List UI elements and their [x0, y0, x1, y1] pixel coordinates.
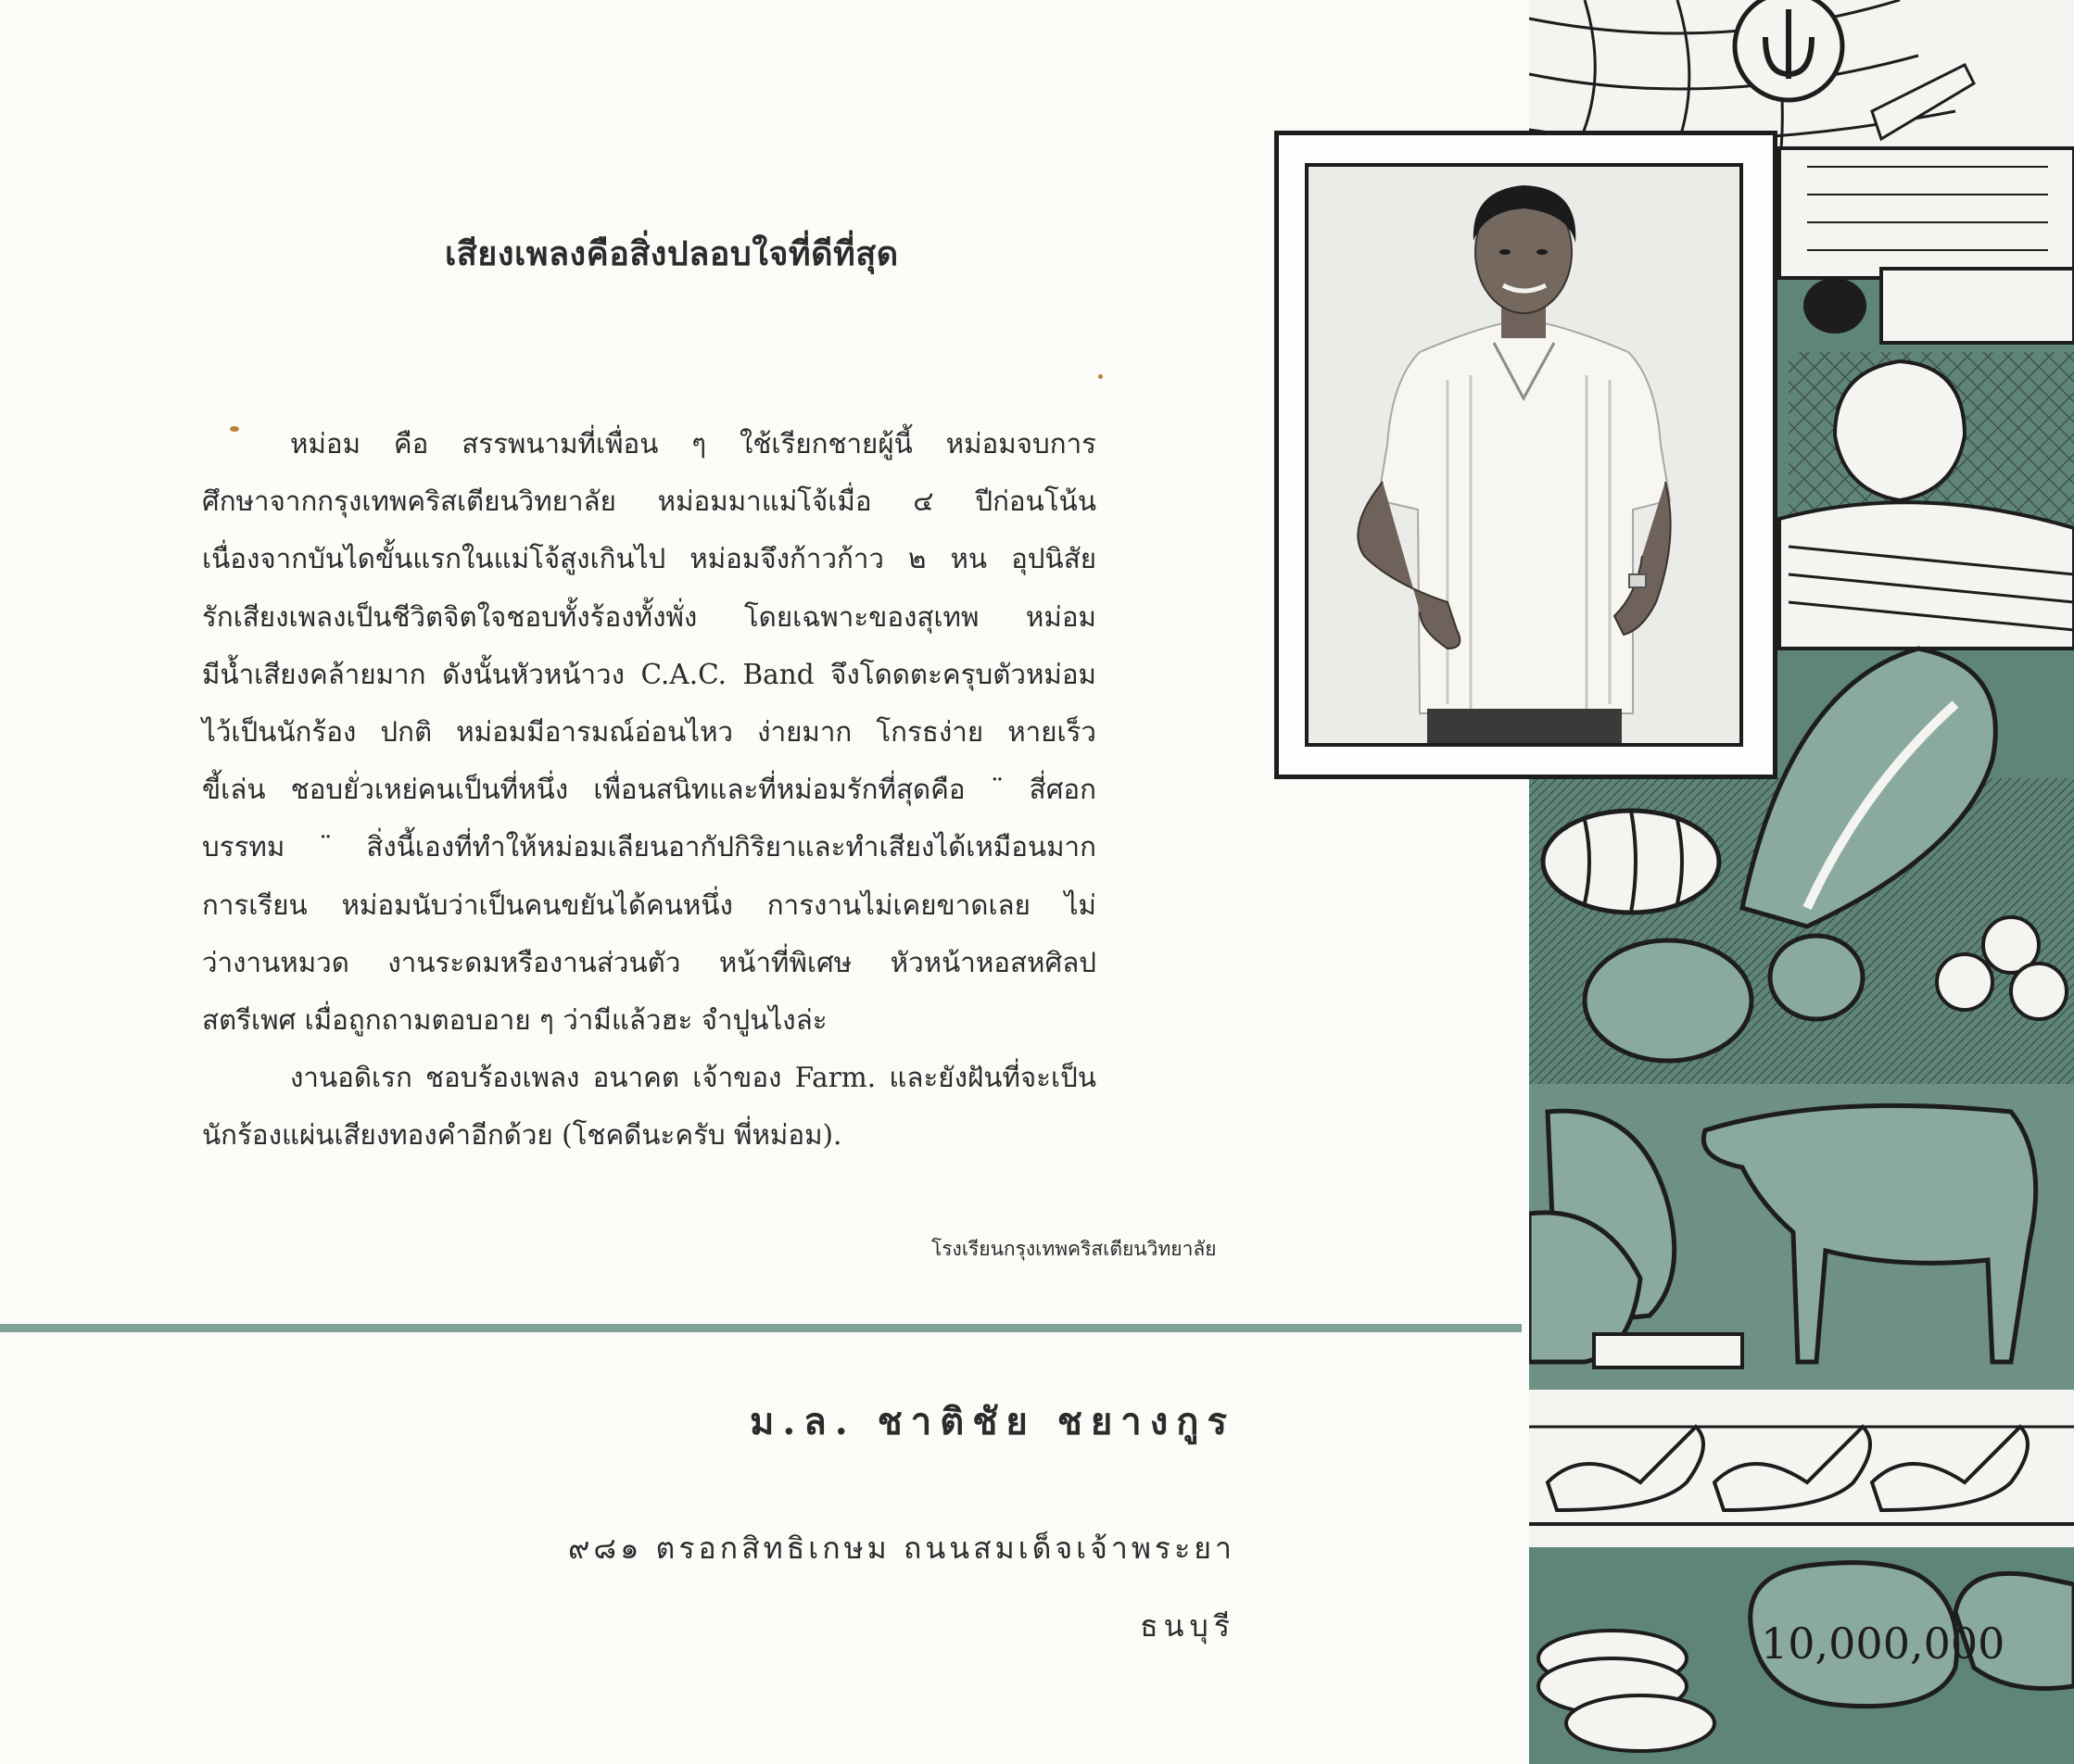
- body-line: งานอดิเรก ชอบร้องเพลง อนาคต เจ้าของ Farm. และยังฝันที่จะเป็น: [290, 1062, 1096, 1094]
- portrait-frame: [1274, 131, 1777, 779]
- body-line: มีน้ำเสียงคล้ายมาก ดังนั้นหัวหน้าวง C.A.C. Band จึงโดดตะครุบตัวหม่อม: [202, 658, 1096, 690]
- paper-speck: [230, 426, 239, 432]
- section-divider: [0, 1324, 1522, 1332]
- body-line: หม่อม คือ สรรพนามที่เพื่อน ๆ ใช้เรียกชายผู้นี้ หม่อมจบการ: [290, 428, 1096, 460]
- body-line: รักเสียงเพลงเป็นชีวิตจิตใจชอบทั้งร้องทั้งพั่ง โดยเฉพาะของสุเทพ หม่อม: [202, 600, 1096, 633]
- money-bag-label: 10,000,000: [1761, 1619, 2005, 1669]
- body-line: นักร้องแผ่นเสียงทองคำอีกด้วย (โชคดีนะครับ พี่หม่อม).: [202, 1119, 842, 1152]
- body-line: ว่างานหมวด งานระดมหรืองานส่วนตัว หน้าที่พิเศษ หัวหน้าหอสหศิลป: [202, 946, 1096, 978]
- page-title: เสียงเพลงคือสิ่งปลอบใจที่ดีที่สุด: [445, 234, 899, 273]
- profile-paragraph: [202, 415, 1096, 1165]
- body-line: การเรียน หม่อมนับว่าเป็นคนขยันได้คนหนึ่ง การงานไม่เคยขาดเลย ไม่: [202, 888, 1096, 921]
- body-line: ไว้เป็นนักร้อง ปกติ หม่อมมีอารมณ์อ่อนไหว ง่ายมาก โกรธง่าย หายเร็ว: [202, 716, 1096, 749]
- city-line: ธนบุรี: [1140, 1608, 1235, 1644]
- school-caption: โรงเรียนกรุงเทพคริสเตียนวิทยาลัย: [931, 1238, 1217, 1260]
- portrait-photo: [1305, 163, 1743, 747]
- body-line: เนื่องจากบันไดขั้นแรกในแม่โจ้สูงเกินไป หม่อมจึงก้าวก้าว ๒ หน อุปนิสัย: [202, 543, 1096, 575]
- student-name: ม.ล. ชาติชัย ชยางกูร: [749, 1400, 1235, 1443]
- person-portrait: [1309, 167, 1739, 743]
- body-line: บรรทม ¨ สิ่งนี้เองที่ทำให้หม่อมเลียนอากัปกิริยาและทำเสียงได้เหมือนมาก: [202, 831, 1096, 863]
- body-line: ศึกษาจากกรุงเทพคริสเตียนวิทยาลัย หม่อมมาแม่โจ้เมื่อ ๔ ปีก่อนโน้น: [202, 485, 1096, 518]
- paper-speck: [1098, 374, 1103, 379]
- address-line: ๙๘๑ ตรอกสิทธิเกษม ถนนสมเด็จเจ้าพระยา: [567, 1531, 1235, 1566]
- body-line: สตรีเพศ เมื่อถูกถามตอบอาย ๆ ว่ามีแล้วฮะ จำปูนไงล่ะ: [202, 1004, 828, 1037]
- body-line: ขี้เล่น ชอบยั่วเหย่คนเป็นที่หนึ่ง เพื่อนสนิทและที่หม่อมรักที่สุดคือ ¨ สี่ศอก: [202, 774, 1096, 806]
